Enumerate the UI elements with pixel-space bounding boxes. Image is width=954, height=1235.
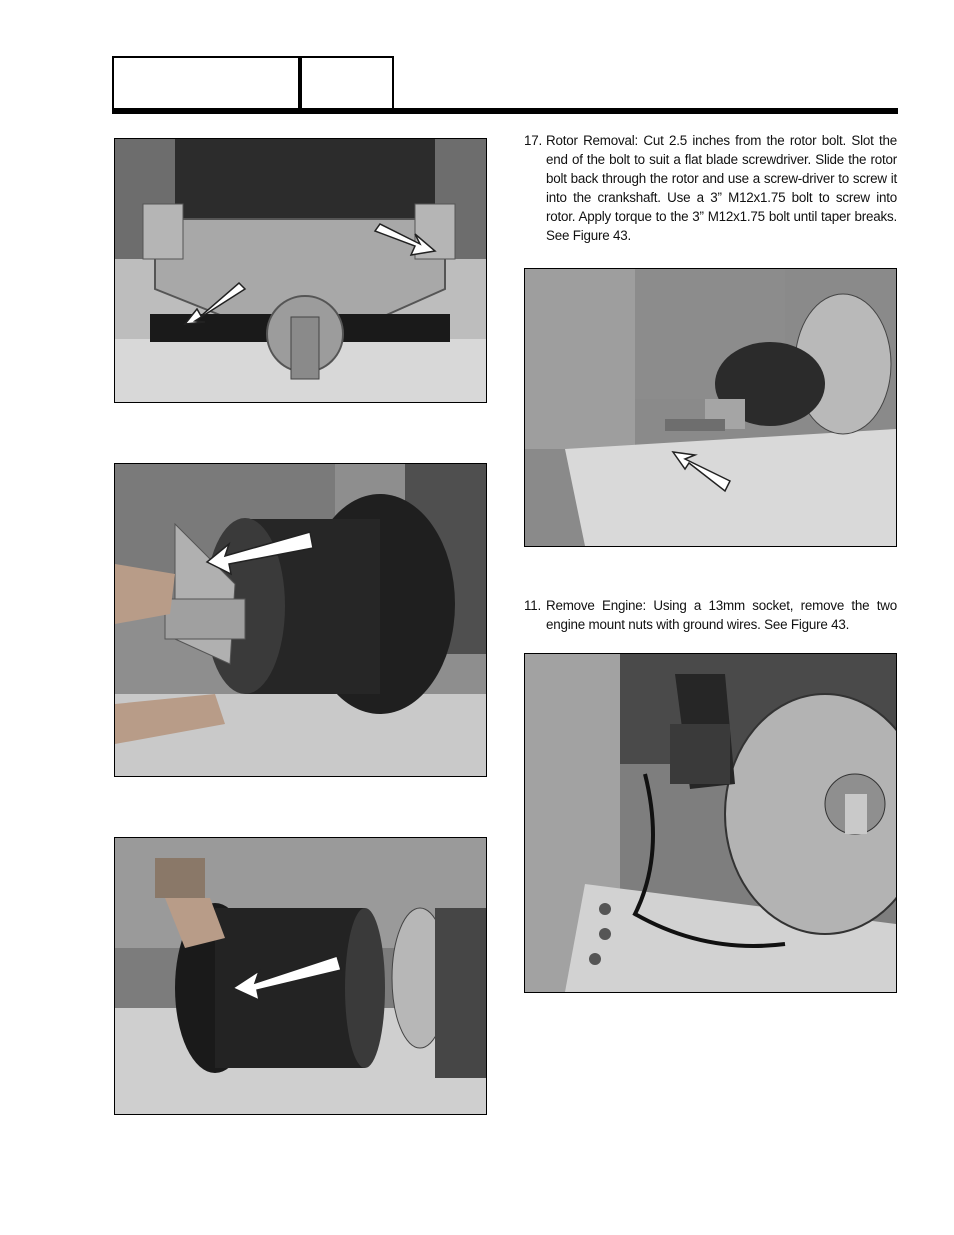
step-17 bbox=[524, 131, 897, 245]
rear-bearing-carrier-photo bbox=[114, 138, 487, 403]
rotor-bolt-photo bbox=[524, 268, 897, 547]
engine-mount-nuts-photo bbox=[524, 653, 897, 993]
header-rule bbox=[112, 108, 898, 114]
header-box-right bbox=[300, 56, 394, 112]
header-box-left bbox=[112, 56, 300, 112]
step-number: 17. bbox=[524, 133, 543, 148]
stator-lift-photo bbox=[114, 837, 487, 1115]
step-title: Remove Engine: bbox=[546, 598, 647, 613]
stator-removal-photo bbox=[114, 463, 487, 777]
step-11 bbox=[524, 596, 897, 634]
step-text: Cut 2.5 inches from the rotor bolt. Slot the end of the bolt to suit a flat blade screwdriver. Slide the rotor bolt back through the rotor and use a screw-driver to screw it into the crankshaft. Use a 3” M12x1.75 bolt to screw into rotor. Apply torque to the 3” M12x1.75 bolt until taper breaks. See Figure 43. bbox=[546, 133, 897, 243]
step-number: 11. bbox=[524, 598, 542, 613]
step-title: Rotor Removal: bbox=[546, 133, 639, 148]
step-text: Using a 13mm socket, remove the two engine mount nuts with ground wires. See Figure 43. bbox=[546, 598, 897, 632]
